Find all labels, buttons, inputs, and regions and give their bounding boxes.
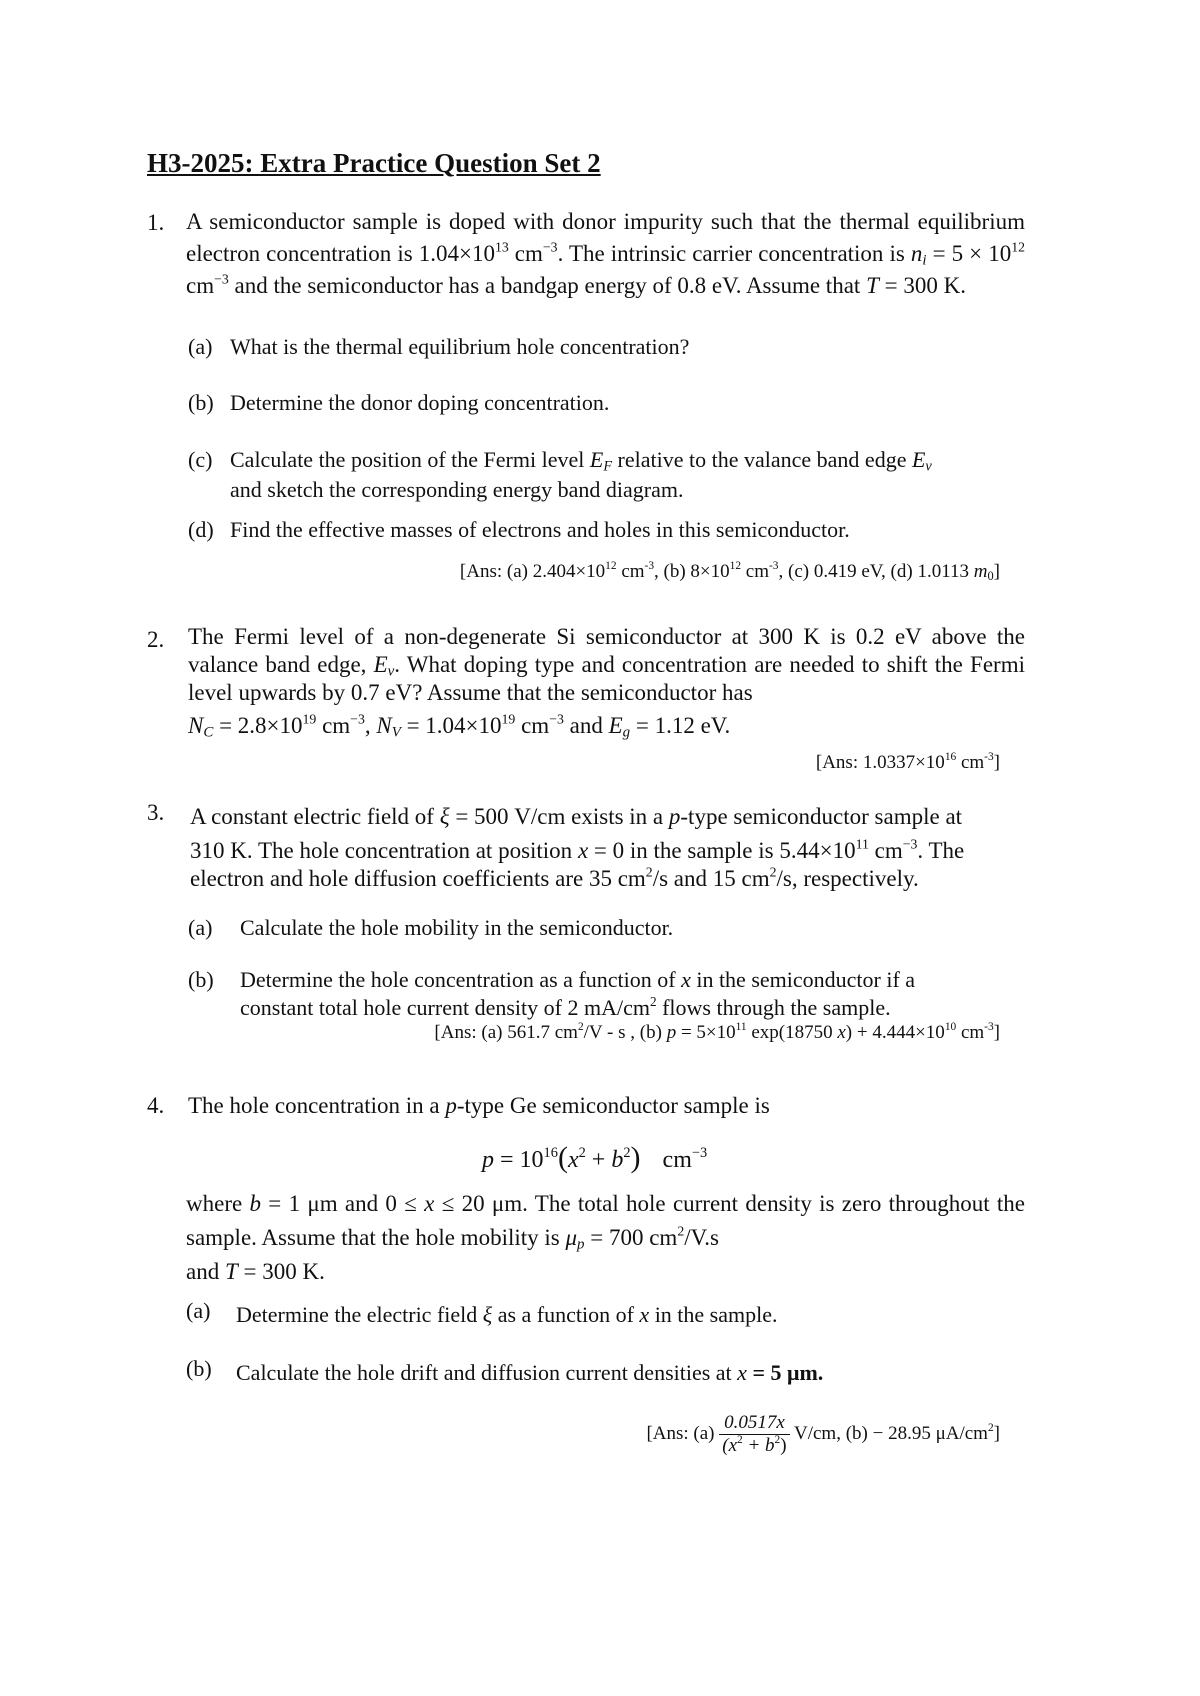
q1-part-b-label: (b)	[188, 390, 214, 415]
question-1-text: A semiconductor sample is doped with donor impurity such that the thermal equilibrium electron concentration is $1.04\times 10^{13}$ $cm^{-3}$. The intrinsic carrier concentration is $n_i = 5 \times 10^{12}$ $cm^{-3}$ and the semiconductor has a bandgap energy of 0.8 eV. Assume that T = 300 K.	[186, 209, 1025, 298]
q3-part-a-label: (a)	[188, 915, 213, 940]
q2-answer: [Ans: $1.0337\times 10^{16}$ $cm^{-3}$]	[815, 751, 1000, 773]
q1-part-b-text: Determine the donor doping concentration.	[230, 390, 610, 415]
q3-part-a-text: Calculate the hole mobility in the semiconductor.	[240, 915, 674, 940]
question-3-line1: A constant electric field of ξ = 500 V/cm exists in a p-type semiconductor sample at	[190, 804, 963, 829]
question-1-number: 1.	[147, 210, 165, 235]
q1-answer: [Ans: (a) $2.404\times 10^{12}$ $cm^{-3}$, (b) $8\times 10^{12}$ $cm^{-3}$, (c) 0.419 eV, (d) 1.0113 $m_0$]	[459, 560, 1000, 584]
question-3-number: 3.	[147, 800, 165, 825]
q1-part-c-label: (c)	[188, 447, 213, 472]
q4-part-a-text: Determine the electric field ξ as a function of x in the sample.	[236, 1302, 778, 1327]
q1-part-c-line2: and sketch the corresponding energy band diagram.	[230, 477, 684, 502]
q4-answer-fraction: $\frac{0.0517x}{(x^2 + b^2)}$	[719, 1412, 789, 1457]
question-4-text: where b = 1 μm and 0 ≤ x ≤ 20 μm. The total hole current density is zero throughout the sample. Assume that the hole mobility is $\mu_p = 700$ $cm^2/V.s$ and T = 300 K.	[186, 1191, 1025, 1284]
q1-part-c-line1: Calculate the position of the Fermi level $E_F$ relative to the valance band edge $E_v$	[230, 447, 932, 475]
q1-part-d-text: Find the effective masses of electrons and holes in this semiconductor.	[230, 517, 850, 542]
question-4-equation: $p = 10^{16}(x^2 + b^2)$ $cm^{-3}$	[482, 1141, 708, 1174]
q4-part-b-text: Calculate the hole drift and diffusion current densities at x = 5 μm.	[236, 1360, 824, 1385]
q4-answer: [Ans: (a) $\frac{0.0517x}{(x^2 + b^2)}$ V/cm, (b) − 28.95 $\mu A/cm^2$]	[646, 1412, 1000, 1456]
question-2-params: $N_C = 2.8\times 10^{19}$ $cm^{-3}$, $N_V = 1.04\times 10^{19}$ $cm^{-3}$ and $E_g = 1.12$ eV.	[188, 711, 731, 741]
q3-part-b-line1: Determine the hole concentration as a function of x in the semiconductor if a	[240, 967, 916, 992]
q4-part-b-label: (b)	[186, 1356, 212, 1381]
question-2-number: 2.	[147, 627, 165, 652]
q1-part-d-label: (d)	[188, 517, 214, 542]
q3-part-b-label: (b)	[188, 967, 214, 992]
question-4-number: 4.	[147, 1093, 165, 1118]
question-3-line2: 310 K. The hole concentration at position x = 0 in the sample is $5.44\times 10^{11}$ $cm^{-3}$. The	[190, 836, 965, 863]
q3-part-b-line2: constant total hole current density of 2 $mA/cm^2$ flows through the sample.	[240, 993, 891, 1020]
q4-part-a-label: (a)	[186, 1298, 211, 1323]
question-4-line1: The hole concentration in a p-type Ge semiconductor sample is	[188, 1093, 770, 1118]
q1-part-a-text: What is the thermal equilibrium hole concentration?	[230, 334, 690, 359]
page-title: H3-2025: Extra Practice Question Set 2	[147, 148, 601, 178]
question-2-text: The Fermi level of a non-degenerate Si semiconductor at 300 K is 0.2 eV above the valance band edge, $E_v$. What doping type and concentration are needed to shift the Fermi level upwards by 0.7 eV? Assume that the semiconductor has	[188, 624, 1025, 705]
question-3-line3: electron and hole diffusion coefficients are 35 $cm^2/s$ and 15 $cm^2/s$, respectively.	[190, 864, 919, 891]
q3-answer: [Ans: (a) 561.7 $cm^2/V$ - s , (b) $p = 5\times 10^{11}$ exp(18750 $x) + 4.444\times 10^{10}$ $cm^{-3}$]	[434, 1021, 1000, 1043]
q1-part-a-label: (a)	[188, 334, 213, 359]
